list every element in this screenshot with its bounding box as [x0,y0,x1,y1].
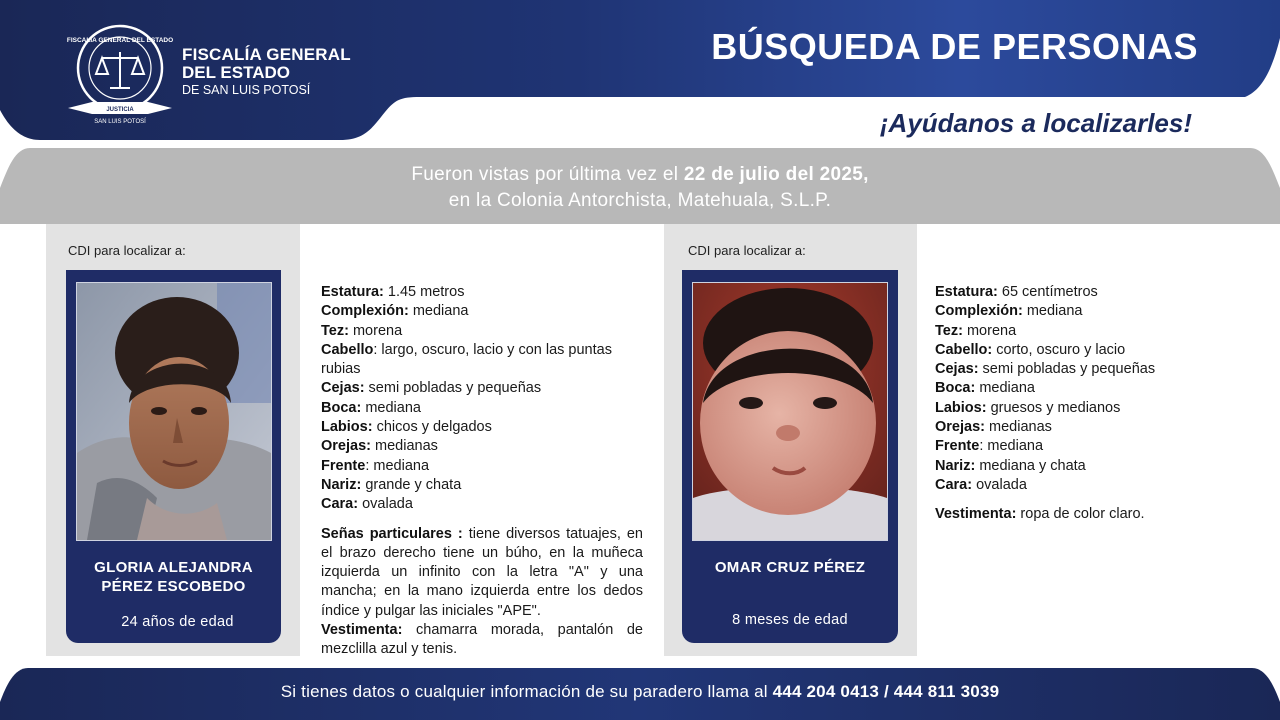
detail-row: Labios: chicos y delgados [321,419,492,436]
last-seen-location: en la Colonia Antorchista, Matehuala, S.L.P. [448,190,832,211]
detail-row: Cara: ovalada [321,496,413,513]
person-details-1 [321,283,643,660]
detail-row: Labios: gruesos y medianos [935,399,1121,416]
detail-row: Boca: mediana [321,399,421,416]
detail-row: Frente: mediana [935,438,1044,455]
person-photo-1 [76,282,272,541]
org-name-line1: FISCALÍA GENERAL [182,45,351,64]
person-name-1-line2: PÉREZ ESCOBEDO [101,578,246,595]
person-name-2: OMAR CRUZ PÉREZ [714,559,866,576]
fiscalia-seal-logo [62,22,178,126]
detail-row: Tez: morena [935,322,1017,339]
detail-row: Cejas: semi pobladas y pequeñas [321,380,542,397]
tagline: ¡Ayúdanos a localizarles! [879,108,1192,138]
person-age-1: 24 años de edad [121,614,234,630]
last-seen-prefix: Fueron vistas por última vez el [411,164,684,185]
detail-row: Frente: mediana [321,457,430,474]
detail-row: Cara: ovalada [935,476,1027,493]
cdi-label-2: CDI para localizar a: [688,243,806,258]
detail-row: Nariz: grande y chata [321,476,462,493]
detail-row: Nariz: mediana y chata [935,457,1086,474]
svg-text:SAN LUIS POTOSÍ: SAN LUIS POTOSÍ [94,119,146,125]
detail-row: Orejas: medianas [321,438,438,455]
cdi-label-1: CDI para localizar a: [68,243,186,258]
detail-row: Cabello: corto, oscuro y lacio [935,341,1126,358]
baby-portrait-icon [693,283,887,540]
last-seen-date: 22 de julio del 2025, [683,164,869,185]
person-details-2 [935,283,1255,525]
detail-row: Complexión: mediana [321,303,469,320]
organization-name [182,46,351,97]
contact-text: Si tienes datos o cualquier información de su paradero llama al [280,682,773,701]
person-name-1 [66,558,281,596]
contact-phones[interactable]: 444 204 0413 / 444 811 3039 [772,682,1000,701]
contact-line [0,682,1280,702]
detail-row: Cejas: semi pobladas y pequeñas [935,361,1156,378]
person-photo-2 [692,282,888,541]
woman-portrait-icon [77,283,271,540]
last-seen-text [0,162,1280,214]
svg-text:JUSTICIA: JUSTICIA [106,107,134,113]
person-name-1-line1: GLORIA ALEJANDRA [94,559,253,576]
org-name-line3: DE SAN LUIS POTOSÍ [182,83,311,97]
clothing: Vestimenta: ropa de color claro. [935,506,1145,523]
person-age-2: 8 meses de edad [732,612,848,628]
detail-row: Tez: morena [321,322,403,339]
detail-row: Orejas: medianas [935,419,1052,436]
clothing: Vestimenta: chamarra morada, pantalón de mezclilla azul y tenis. [321,622,643,658]
org-name-line2: DEL ESTADO [182,63,290,82]
detail-row: Estatura: 1.45 metros [321,284,465,300]
scales-of-justice-icon [96,52,144,88]
svg-text:FISCALÍA GENERAL DEL ESTADO: FISCALÍA GENERAL DEL ESTADO [66,37,174,44]
detail-row: Estatura: 65 centímetros [935,284,1098,300]
page-title: BÚSQUEDA DE PERSONAS [711,26,1198,67]
detail-row: Boca: mediana [935,380,1035,397]
distinguishing-marks: Señas particulares : tiene diversos tatuajes, en el brazo derecho tiene un búho, en la muñeca izquierda un infinito con la letra "A" y una mancha; en la mano izquierda entre los dedos índice y pulgar las iniciales "APE". [321,525,643,619]
detail-row: Cabello: largo, oscuro, lacio y con las puntas rubias [321,341,612,378]
detail-row: Complexión: mediana [935,303,1083,320]
